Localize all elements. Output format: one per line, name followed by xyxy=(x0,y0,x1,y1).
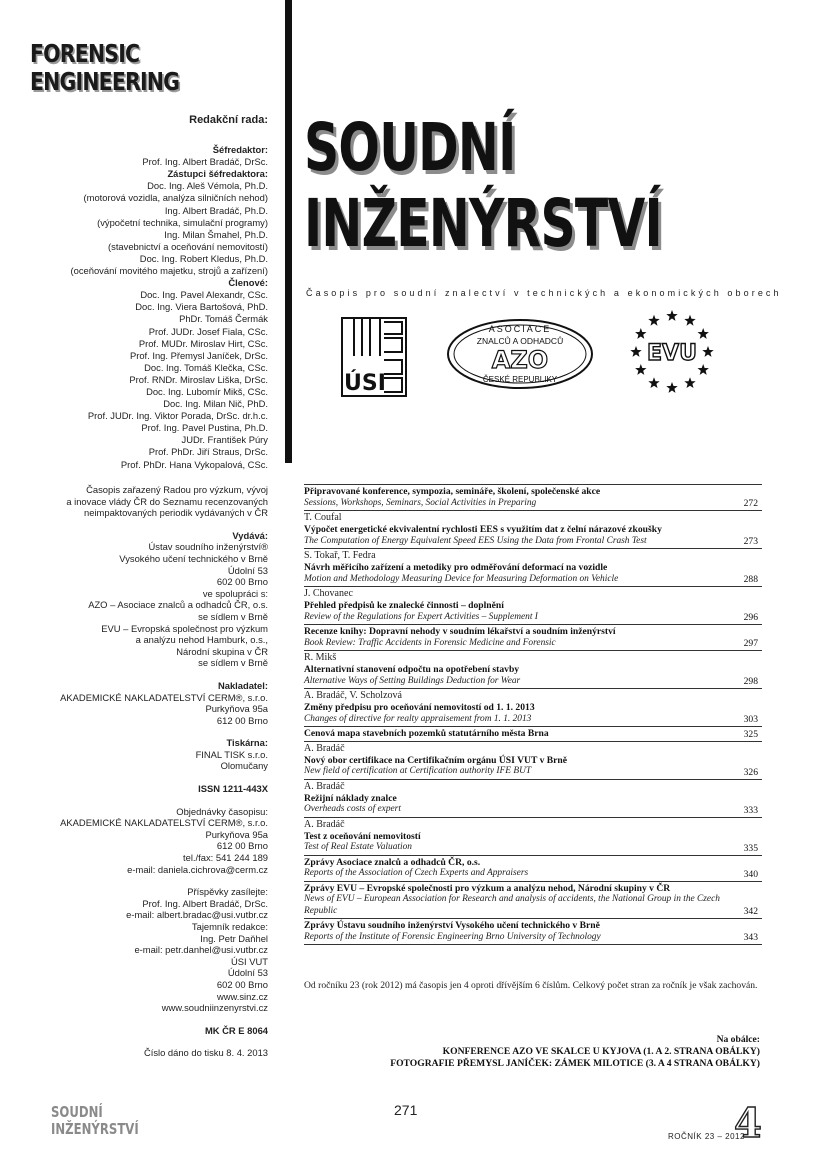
toc-page: 326 xyxy=(743,766,758,778)
info-line: Příspěvky zasílejte: xyxy=(187,886,268,898)
board-member: (oceňování movitého majetku, strojů a zařízení) xyxy=(70,265,268,277)
toc-entry xyxy=(304,919,762,945)
toc-page: 296 xyxy=(743,612,758,623)
info-line: Národní skupina v ČR xyxy=(176,645,268,657)
toc-title: Připravované konference, sympozia, semináře, školení, společenské akce xyxy=(304,486,601,497)
svg-text:AZO: AZO xyxy=(491,346,549,374)
board-member: Prof. JUDr. Josef Fiala, CSc. xyxy=(148,325,268,337)
board-member: (motorová vozidla, analýza silničních nehod) xyxy=(83,192,268,204)
toc-title-en: Motion and Methodology Measuring Device for Measuring Deformation on Vehicle xyxy=(304,573,619,584)
board-member: Doc. Ing. Milan Nič, PhD. xyxy=(163,398,268,410)
toc-page: 272 xyxy=(743,498,758,509)
cover-note-line-2: FOTOGRAFIE PŘEMYSL JANÍČEK: ZÁMEK MILOTICE (3. A 4 STRANA OBÁLKY) xyxy=(390,1058,760,1069)
toc-title: Zprávy Asociace znalců a odhadců ČR, o.s. xyxy=(304,856,481,868)
board-member: PhDr. Tomáš Čermák xyxy=(179,313,268,325)
info-line: Ústav soudního inženýrství® xyxy=(148,541,268,553)
toc-title: Zprávy EVU – Evropské společnosti pro výzkum a analýzu nehod, Národní skupiny v ČR xyxy=(304,882,671,894)
toc-title-en: New field of certification at Certification authority IFE BUT xyxy=(304,766,532,776)
spacer xyxy=(30,875,268,886)
board-member: Prof. PhDr. Hana Vykopalová, CSc. xyxy=(120,458,268,470)
toc-title: Nový obor certifikace na Certifikačním orgánu ÚSI VUT v Brně xyxy=(304,754,568,766)
azo-logo xyxy=(445,318,595,390)
info-line: Vysokého učení technického v Brně xyxy=(119,552,268,564)
toc-page: 298 xyxy=(743,676,758,687)
toc-title-en: Book Review: Traffic Accidents in Forensic Medicine and Forensic xyxy=(304,637,556,648)
board-list xyxy=(30,144,268,471)
editorial-board xyxy=(30,114,268,471)
info-line: se sídlem v Brně xyxy=(198,657,268,669)
toc-entry xyxy=(304,651,762,689)
masthead-title xyxy=(304,110,662,262)
brand-line-1: FORENSIC xyxy=(30,39,140,68)
info-line: AKADEMICKÉ NAKLADATELSTVÍ CERM®, s.r.o. xyxy=(60,691,268,703)
svg-text:EVU: EVU xyxy=(647,341,697,366)
info-line: www.sinz.cz xyxy=(216,990,268,1002)
issue-number: 4 xyxy=(734,1100,762,1147)
page-number: 271 xyxy=(394,1102,418,1118)
board-member: Doc. Ing. Robert Kledus, Ph.D. xyxy=(139,252,268,264)
info-line: EVU – Evropská společnost pro výzkum xyxy=(101,622,268,634)
footer-brand-line-1: SOUDNÍ xyxy=(51,1103,103,1121)
vertical-divider xyxy=(285,0,292,463)
toc-title: Přehled předpisů ke znalecké činnosti – doplnění xyxy=(304,600,504,611)
brand-block xyxy=(30,40,270,96)
cover-note xyxy=(390,1034,760,1070)
toc-entry xyxy=(304,549,762,587)
masthead-line-1: SOUDNÍ xyxy=(304,109,516,186)
info-line: a analýzu nehod Hamburk, o.s., xyxy=(135,634,268,646)
toc-page: 342 xyxy=(743,906,758,917)
toc-title: Cenová mapa stavebních pozemků statutárního města Brna xyxy=(304,728,549,739)
toc-page: 297 xyxy=(743,638,758,649)
board-member: Doc. Ing. Pavel Alexandr, CSc. xyxy=(140,289,268,301)
star-icon xyxy=(635,328,646,339)
info-line: ve spolupráci s: xyxy=(202,587,268,599)
masthead-subtitle: Časopis pro soudní znalectví v technických a ekonomických oborech xyxy=(306,288,782,298)
toc-authors: A. Bradáč xyxy=(304,818,345,830)
board-member: Doc. Ing. Viera Bartošová, PhD. xyxy=(135,301,268,313)
toc-title-en: Changes of directive for realty appraisement from 1. 1. 2013 xyxy=(304,713,532,724)
toc-authors: A. Bradáč xyxy=(304,742,345,754)
spacer xyxy=(30,669,268,680)
star-icon xyxy=(648,315,659,326)
toc-title-en: Review of the Regulations for Expert Activities – Supplement I xyxy=(304,611,538,622)
toc-title-en: Alternative Ways of Setting Buildings Deduction for Wear xyxy=(304,675,521,686)
board-member: (stavebnictví a oceňování nemovitostí) xyxy=(108,240,268,252)
toc-entry xyxy=(304,856,762,882)
board-role-heading: Členové: xyxy=(228,277,268,289)
toc-title: Režijní náklady znalce xyxy=(304,792,397,804)
toc-entry xyxy=(304,742,762,780)
footer-brand xyxy=(51,1104,139,1138)
toc-entry xyxy=(304,689,762,727)
board-member: Ing. Albert Bradáč, Ph.D. xyxy=(164,204,268,216)
svg-text:ČESKÉ REPUBLIKY: ČESKÉ REPUBLIKY xyxy=(482,375,558,384)
toc-entry xyxy=(304,625,762,651)
toc-authors: S. Tokař, T. Fedra xyxy=(304,550,376,561)
info-line: Tajemník redakce: xyxy=(191,921,268,932)
volume-label: ROČNÍK 23 – 2012 xyxy=(668,1132,745,1141)
toc-entry xyxy=(304,780,762,818)
toc-authors: A. Bradáč, V. Scholzová xyxy=(304,690,402,701)
info-line: Purkyňova 95a xyxy=(205,703,268,715)
toc-page: 325 xyxy=(743,728,758,740)
star-icon xyxy=(684,315,695,326)
toc-title-en: Reports of the Association of Czech Experts and Appraisers xyxy=(304,868,529,878)
svg-text:ZNALCŮ A ODHADCŮ: ZNALCŮ A ODHADCŮ xyxy=(476,336,564,346)
footer-brand-line-2: INŽENÝRSTVÍ xyxy=(51,1120,139,1138)
evu-logo xyxy=(626,308,718,396)
info-heading: ISSN 1211-443X xyxy=(198,783,268,795)
info-heading: Tiskárna: xyxy=(226,737,268,749)
board-member: Prof. MUDr. Miroslav Hirt, CSc. xyxy=(138,337,268,349)
toc-page: 343 xyxy=(743,932,758,943)
toc-entry xyxy=(304,818,762,856)
table-of-contents xyxy=(304,484,762,945)
masthead-line-2: INŽENÝRSTVÍ xyxy=(304,185,662,262)
info-line: neimpaktovaných periodik vydávaných v ČR xyxy=(84,507,268,519)
info-line: ÚSI VUT xyxy=(231,955,268,967)
toc-entry xyxy=(304,727,762,742)
info-heading: MK ČR E 8064 xyxy=(204,1024,268,1036)
toc-page: 273 xyxy=(743,536,758,547)
board-member: JUDr. František Púry xyxy=(181,434,268,446)
star-icon xyxy=(648,377,659,388)
info-line: AZO – Asociace znalců a odhadců ČR, o.s. xyxy=(88,599,268,611)
toc-title: Návrh měřicího zařízení a metodiky pro odměřování deformací na vozidle xyxy=(304,562,608,573)
info-line: Údolní 53 xyxy=(227,564,268,576)
board-title: Redakční rada: xyxy=(189,114,268,126)
toc-page: 288 xyxy=(743,574,758,585)
toc-title: Změny předpisu pro oceňování nemovitostí od 1. 1. 2013 xyxy=(304,702,535,713)
toc-note: Od ročníku 23 (rok 2012) má časopis jen 4 oproti dřívějším 6 číslům. Celkový počet stran za ročník je však zachován. xyxy=(304,980,758,991)
toc-title-en: Reports of the Institute of Forensic Engineering Brno University of Technology xyxy=(304,931,601,942)
toc-entry xyxy=(304,484,762,511)
info-line: e-mail: albert.bradac@usi.vutbr.cz xyxy=(126,909,268,921)
cover-note-line-1: KONFERENCE AZO VE SKALCE U KYJOVA (1. A 2. STRANA OBÁLKY) xyxy=(442,1046,760,1057)
info-line: Prof. Ing. Albert Bradáč, DrSc. xyxy=(142,897,268,909)
info-line: a inovace vlády ČR do Seznamu recenzovaných xyxy=(66,495,268,507)
info-line: 612 00 Brno xyxy=(216,840,268,852)
info-line: www.soudniinzenyrstvi.cz xyxy=(161,1002,268,1014)
board-member: Prof. RNDr. Miroslav Liška, DrSc. xyxy=(129,373,268,385)
board-member: Doc. Ing. Aleš Vémola, Ph.D. xyxy=(147,180,268,192)
spacer xyxy=(30,772,268,783)
spacer xyxy=(30,1036,268,1047)
info-line: Časopis zařazený Radou pro výzkum, vývoj xyxy=(86,484,268,495)
spacer xyxy=(30,1014,268,1025)
info-line: tel./fax: 541 244 189 xyxy=(183,852,268,864)
toc-authors: T. Coufal xyxy=(304,512,342,523)
board-member: Prof. Ing. Přemysl Janíček, DrSc. xyxy=(129,349,268,361)
svg-text:ÚSI: ÚSI xyxy=(344,371,386,396)
info-line: Údolní 53 xyxy=(227,967,268,979)
board-member: Prof. Ing. Albert Bradáč, DrSc. xyxy=(142,156,268,168)
star-icon xyxy=(635,364,646,375)
toc-entry xyxy=(304,511,762,549)
toc-page: 335 xyxy=(743,842,758,854)
toc-authors: R. Mikš xyxy=(304,652,337,663)
info-line: Olomučany xyxy=(220,760,268,772)
info-heading: Vydává: xyxy=(232,529,268,541)
board-member: Prof. Ing. Pavel Pustina, Ph.D. xyxy=(141,422,268,434)
toc-title: Výpočet energetické ekvivalentní rychlosti EES s využitím dat z čelní nárazové zkoušky xyxy=(304,524,662,535)
info-line: 602 00 Brno xyxy=(216,576,268,588)
toc-page: 333 xyxy=(743,804,758,816)
svg-text:ASOCIACE: ASOCIACE xyxy=(488,324,552,334)
info-line: se sídlem v Brně xyxy=(198,610,268,622)
info-line: Ing. Petr Daňhel xyxy=(200,932,268,944)
info-line: e-mail: daniela.cichrova@cerm.cz xyxy=(127,863,268,875)
toc-title: Test z oceňování nemovitostí xyxy=(304,830,421,842)
toc-title-en: Sessions, Workshops, Seminars, Social Activities in Preparing xyxy=(304,497,537,508)
info-line: e-mail: petr.danhel@usi.vutbr.cz xyxy=(134,944,268,956)
board-member: Doc. Ing. Lubomír Mikš, CSc. xyxy=(146,385,268,397)
info-line: Číslo dáno do tisku 8. 4. 2013 xyxy=(143,1047,268,1059)
toc-title-en: The Computation of Energy Equivalent Speed EES Using the Data from Frontal Crash Test xyxy=(304,535,647,546)
usi-logo xyxy=(340,316,408,398)
brand-line-2: ENGINEERING xyxy=(30,67,180,96)
toc-title: Alternativní stanovení odpočtu na opotřebení stavby xyxy=(304,664,520,675)
info-line: 602 00 Brno xyxy=(216,978,268,990)
star-icon xyxy=(702,346,713,357)
toc-authors: A. Bradáč xyxy=(304,780,345,792)
star-icon xyxy=(684,377,695,388)
board-role-heading: Zástupci šéfredaktora: xyxy=(167,168,268,180)
star-icon xyxy=(666,310,677,321)
publisher-info xyxy=(30,484,268,1059)
star-icon xyxy=(698,328,709,339)
info-line: 612 00 Brno xyxy=(216,714,268,726)
info-heading: Nakladatel: xyxy=(217,679,268,691)
star-icon xyxy=(666,382,677,393)
spacer xyxy=(30,795,268,806)
board-role-heading: Šéfredaktor: xyxy=(212,144,268,156)
cover-note-label: Na obálce: xyxy=(716,1034,760,1045)
board-member: Doc. Ing. Tomáš Klečka, CSc. xyxy=(144,361,268,373)
toc-page: 303 xyxy=(743,714,758,725)
spacer xyxy=(30,726,268,737)
toc-title-en: Overheads costs of expert xyxy=(304,804,401,814)
toc-authors: J. Chovanec xyxy=(304,588,353,599)
toc-title: Zprávy Ústavu soudního inženýrství Vysokého učení technického v Brně xyxy=(304,920,600,931)
info-line: Purkyňova 95a xyxy=(205,828,268,840)
toc-entry xyxy=(304,587,762,625)
info-line: AKADEMICKÉ NAKLADATELSTVÍ CERM®, s.r.o. xyxy=(60,817,268,829)
spacer xyxy=(30,519,268,530)
toc-entry xyxy=(304,882,762,920)
info-line: Objednávky časopisu: xyxy=(176,805,268,817)
star-icon xyxy=(630,346,641,357)
board-member: Prof. JUDr. Ing. Viktor Porada, DrSc. dr.h.c. xyxy=(87,410,268,422)
star-icon xyxy=(698,364,709,375)
board-member: Ing. Milan Šmahel, Ph.D. xyxy=(164,228,268,240)
board-member: Prof. PhDr. Jiří Straus, DrSc. xyxy=(148,446,268,458)
toc-title-en: Test of Real Estate Valuation xyxy=(304,842,412,852)
toc-title: Recenze knihy: Dopravní nehody v soudním lékařství a soudním inženýrství xyxy=(304,626,616,637)
info-line: FINAL TISK s.r.o. xyxy=(195,748,268,760)
toc-title-en: News of EVU – European Association for Research and analysis of accidents, the National Group in the Czech Republic xyxy=(304,894,720,916)
toc-page: 340 xyxy=(743,868,758,880)
board-member: (výpočetní technika, simulační programy) xyxy=(97,216,268,228)
